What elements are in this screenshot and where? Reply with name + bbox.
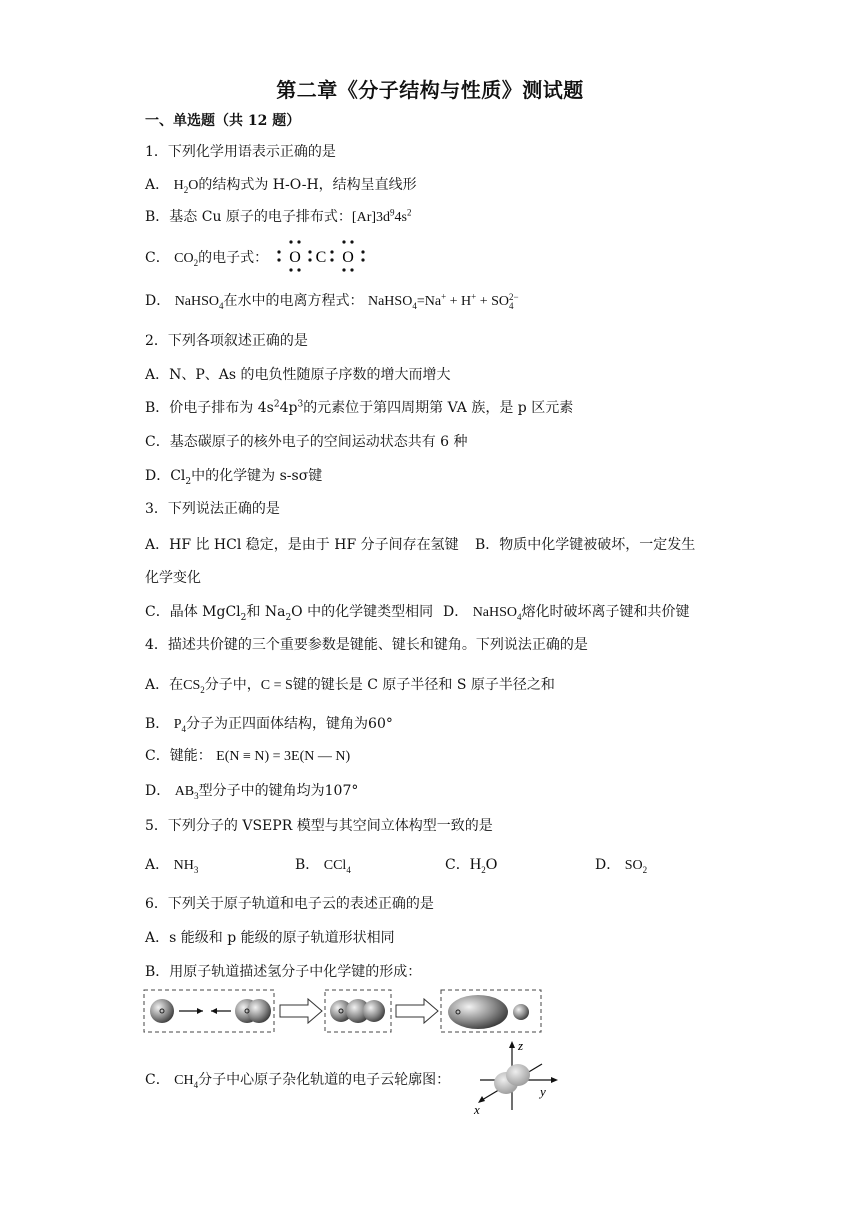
h2-orbital-overlap-diagram (143, 988, 543, 1034)
q1-option-c: C． $CO_2$的电子式： (145, 250, 269, 268)
q3-option-c: C．晶体 MgCl$_2$和 $Na_2O$ 中的化学键类型相同 (145, 604, 434, 623)
co2-electron-dot-formula (274, 238, 370, 274)
q6-option-b: B．用原子轨道描述氢分子中化学键的形成： (145, 964, 422, 980)
process-arrow-1 (280, 999, 322, 1023)
co2-carbon: C (315, 249, 327, 266)
q4-option-b: B． $P_4$分子为正四面体结构，键角为60° (145, 716, 393, 734)
q1-option-b: B．基态 Cu 原子的电子排布式：$[Ar]3d^94s^2$ (145, 207, 412, 225)
q4-stem: 4．描述共价键的三个重要参数是键能、键长和键角。下列说法正确的是 (145, 637, 588, 653)
q5-stem: 5．下列分子的 VSEPR 模型与其空间立体构型一致的是 (145, 818, 493, 834)
y-axis-label: y (540, 1084, 546, 1099)
q2-option-c: C．基态碳原子的核外电子的空间运动状态共有 6 种 (145, 434, 468, 450)
q3-option-d: D． NaHSO$_4$熔化时破坏离子键和共价键 (443, 604, 690, 622)
q4-option-d: D． $AB_3$型分子中的键角均为107° (145, 783, 359, 801)
process-arrow-2 (396, 999, 438, 1023)
q3-stem: 3．下列说法正确的是 (145, 501, 280, 517)
page-title: 第二章《分子结构与性质》测试题 (276, 78, 584, 102)
x-axis-label: x (474, 1102, 480, 1116)
q2-stem: 2．下列各项叙述正确的是 (145, 333, 308, 349)
co2-oxygen-left: O (289, 249, 301, 266)
hybrid-orbital-axes-diagram (470, 1038, 566, 1116)
q4-option-c: C．键能： E(N ≡ N) = 3E(N — N) (145, 748, 351, 764)
q2-option-a: A．N、P、As 的电负性随原子序数的增大而增大 (145, 367, 451, 383)
q3-option-b: B．物质中化学键被破坏，一定发生 (475, 537, 696, 553)
q3-option-a: A．HF 比 HCl 稳定，是由于 HF 分子间存在氢键 (145, 537, 459, 553)
section-heading: 一、单选题（共 12 题） (145, 113, 301, 129)
q4-option-a: A．在$CS_2$分子中，C = S键的键长是 C 原子半径和 S 原子半径之和 (145, 677, 555, 695)
q6-option-a: A．s 能级和 p 能级的原子轨道形状相同 (145, 930, 395, 946)
z-axis-label: z (518, 1038, 524, 1053)
q2-option-d: D．$Cl_2$中的化学键为 s-sσ键 (145, 468, 323, 487)
q5-option-c: C．$H_2O$ (445, 856, 498, 876)
q1-option-d: D． NaHSO$_4$在水中的电离方程式： NaHSO$_4$=Na+ + H+ + SO 2− 4 (145, 291, 519, 311)
q6-option-c: C． $CH_4$分子中心原子杂化轨道的电子云轮廓图： (145, 1072, 451, 1090)
q5-option-d: D． $SO_2$ (595, 857, 648, 875)
s-orbital-sphere (150, 999, 174, 1023)
q5-option-b: B． CCl$_4$ (295, 857, 351, 875)
co2-oxygen-right: O (342, 249, 354, 266)
q6-stem: 6．下列关于原子轨道和电子云的表述正确的是 (145, 896, 434, 912)
q2-option-b: B．价电子排布为 $4s^24p^3$的元素位于第四周期第 VA 族，是 p 区元素 (145, 399, 574, 416)
q1-stem: 1．下列化学用语表示正确的是 (145, 144, 336, 160)
q3-option-b-continued: 化学变化 (145, 570, 201, 586)
q1-option-a: A． $H_2O$的结构式为 H-O-H，结构呈直线形 (145, 177, 417, 195)
q5-option-a: A． $NH_3$ (145, 857, 199, 875)
